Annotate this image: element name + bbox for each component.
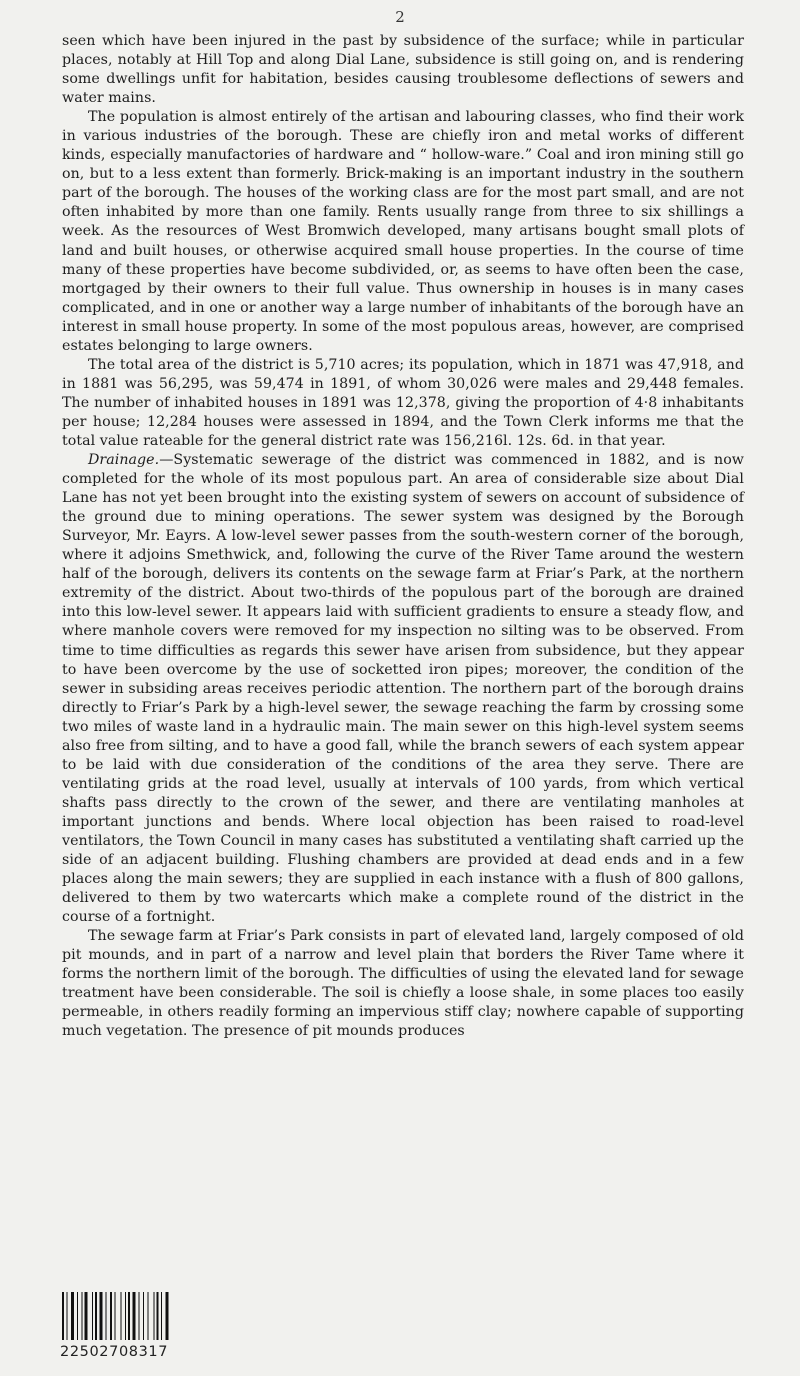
barcode-number: 22502708317 (60, 1344, 169, 1360)
population-paragraph: The population is almost entirely of the artisan and labouring classes, who find their work in various industries of the borough. These are chiefly iron and metal works of different kinds, especially manufactories of hardware and “ hollow-ware.” Coal and iron mining still go on, but to a less extent than formerly. Brick-making is an important industry in the southern part of the borough. The houses of the working class are for the most part small, and are not often inhabited by more than one family. Rents usually range from three to six shillings a week. As the resources of West Bromwich developed, many artisans bought small plots of land and built houses, or otherwise acquired small house properties. In the course of time many of these properties have become subdivided, or, as seems to have often been the case, mortgaged by their owners to their full value. Thus ownership in houses is in many cases complicated, and in one or another way a large number of inhabitants of the borough have an interest in small house property. In some of the most populous areas, however, are comprised estates belonging to large owners. (62, 109, 744, 354)
page-number: 2 (395, 8, 405, 26)
drainage-paragraph (62, 451, 744, 927)
drainage-heading: Drainage. (88, 452, 160, 469)
area-paragraph: The total area of the district is 5,710 acres; its population, which in 1871 was 47,918, and in 1881 was 56,295, was 59,474 in 1891, of whom 30,026 were males and 29,448 females. The number of inhabited houses in 1891 was 12,378, giving the proportion of 4·8 inhabitants per house; 12,284 houses were assessed in 1894, and the Town Clerk informs me that the total value rateable for the general district rate was 156,216l. 12s. 6d. in that year. (62, 356, 744, 449)
sewage-farm-paragraph: The sewage farm at Friar’s Park consists in part of elevated land, largely composed of old pit mounds, and in part of a narrow and level plain that borders the River Tame where it forms the northern limit of the borough. The difficulties of using the elevated land for sewage treatment have been considerable. The soil is chiefly a loose shale, in some places too easily permeable, in others readily forming an impervious stiff clay; nowhere capable of supporting much vegetation. The presence of pit mounds produces (62, 928, 744, 1040)
opening-paragraph: seen which have been injured in the past by subsidence of the surface; while in particular places, notably at Hill Top and along Dial Lane, subsidence is still going on, and is rendering some dwellings unfit for habitation, besides causing troublesome deflections of sewers and water mains. (62, 33, 744, 107)
body-text (62, 32, 744, 1041)
drainage-text: —Systematic sewerage of the district was commenced in 1882, and is now completed for the whole of its most populous part. An area of considerable size about Dial Lane has not yet been brought into the existing system of sewers on account of subsidence of the ground due to mining operations. The sewer system was designed by the Borough Surveyor, Mr. Eayrs. A low-level sewer passes from the south-western corner of the borough, where it adjoins Smethwick, and, following the curve of the River Tame around the western half of the borough, delivers its contents on the sewage farm at Friar’s Park, at the northern extremity of the district. About two-thirds of the populous part of the borough are drained into this low-level sewer. It appears laid with sufficient gradients to ensure a steady flow, and where manhole covers were removed for my inspection no silting was to be observed. From time to time difficulties as regards this sewer have arisen from subsidence, but they appear to have been overcome by the use of socketted iron pipes; moreover, the condition of the sewer in subsiding areas receives periodic attention. The northern part of the borough drains directly to Friar’s Park by a high-level sewer, the sewage reaching the farm by crossing some two miles of waste land in a hydraulic main. The main sewer on this high-level system seems also free from silting, and to have a good fall, while the branch sewers of each system appear to be laid with due consideration of the conditions of the area they serve. There are ventilating grids at the road level, usually at intervals of 100 yards, from which vertical shafts pass directly to the crown of the sewer, and there are ventilating manholes at important junctions and bends. Where local objection has been raised to road-level ventilators, the Town Council in many cases has substituted a ventilating shaft carried up the side of an adjacent building. Flushing chambers are provided at dead ends and in a few places along the main sewers; they are supplied in each instance with a flush of 800 gallons, delivered to them by two watercarts which make a complete round of the district in the course of a fortnight. (62, 452, 744, 926)
barcode (62, 1292, 200, 1340)
